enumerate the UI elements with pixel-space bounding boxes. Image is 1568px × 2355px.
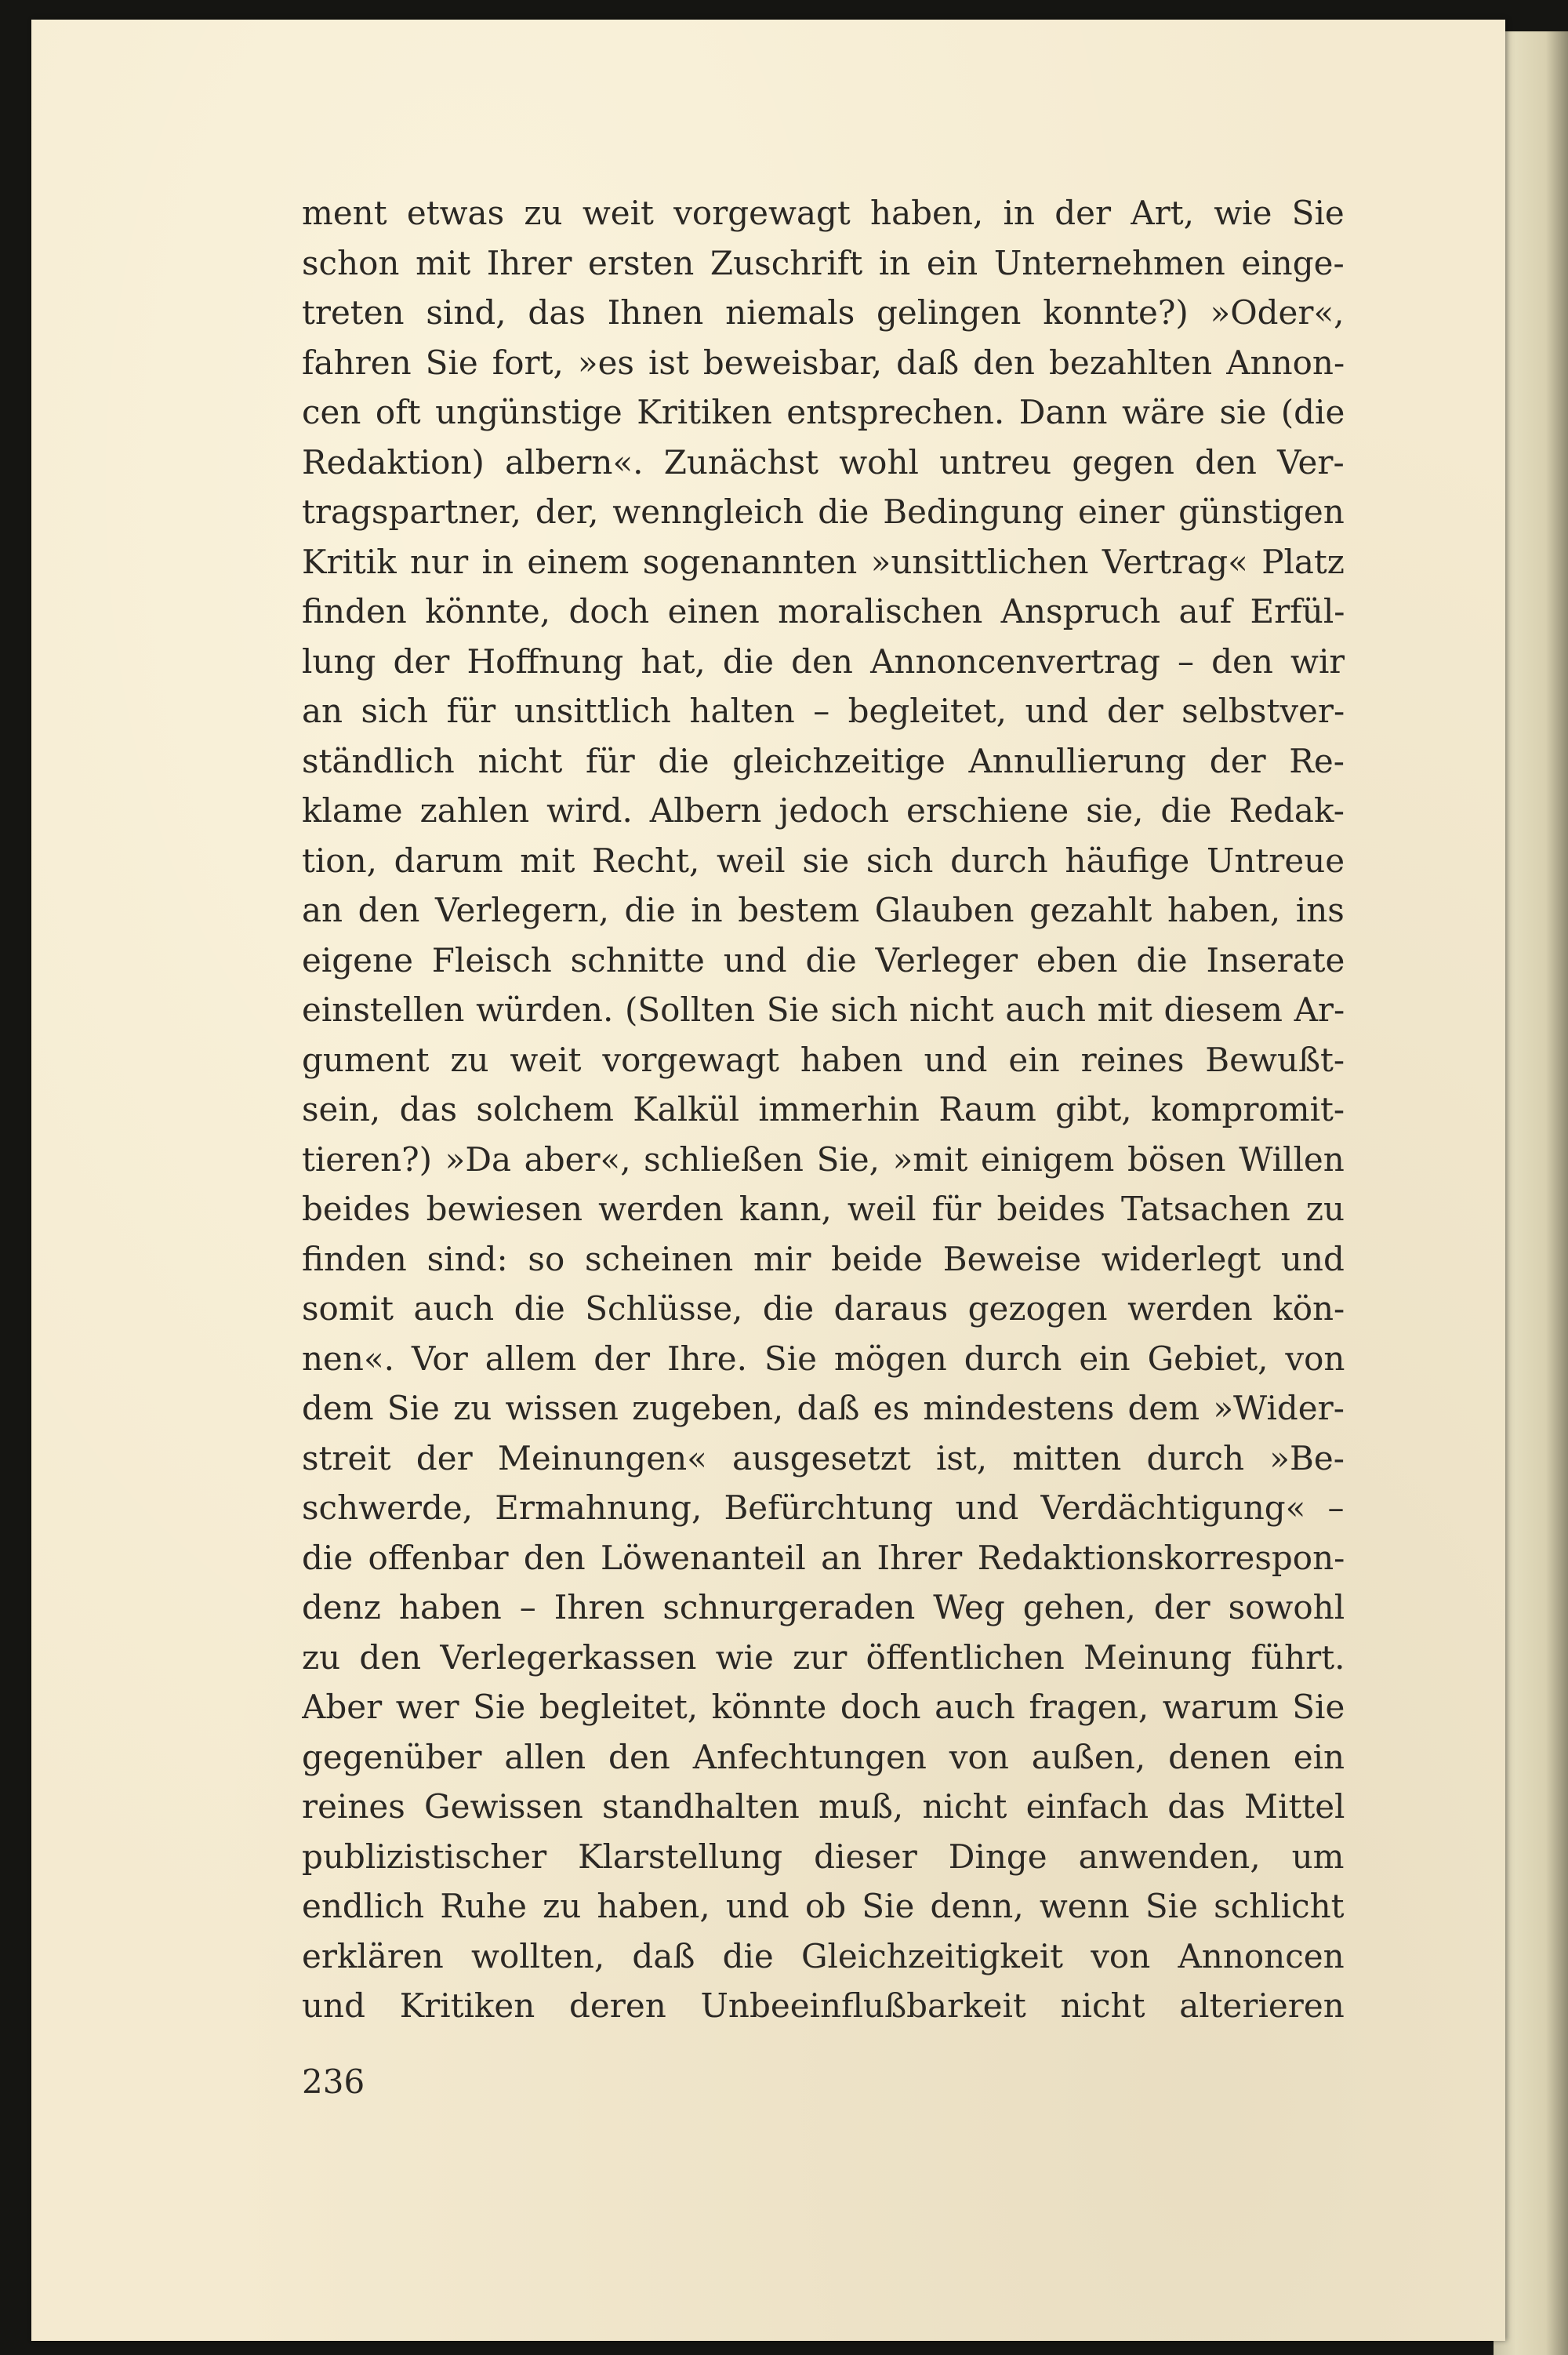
body-text xyxy=(302,188,1345,2031)
text-line: streit der Meinungen« ausgesetzt ist, mitten durch »Be- xyxy=(302,1438,1345,1477)
text-line: eigene Fleisch schnitte und die Verleger eben die Inserate xyxy=(302,940,1345,979)
text-line: erklären wollten, daß die Gleichzeitigkeit von Annoncen xyxy=(302,1936,1345,1975)
text-line: gument zu weit vorgewagt haben und ein reines Bewußt- xyxy=(302,1040,1345,1079)
text-line: Kritik nur in einem sogenannten »unsittlichen Vertrag« Platz xyxy=(302,542,1345,581)
text-line: denz haben – Ihren schnurgeraden Weg gehen, der sowohl xyxy=(302,1588,1345,1626)
text-line: publizistischer Klarstellung dieser Dinge anwenden, um xyxy=(302,1837,1345,1876)
text-line: an den Verlegern, die in bestem Glauben gezahlt haben, ins xyxy=(302,891,1345,929)
text-line: reines Gewissen standhalten muß, nicht einfach das Mittel xyxy=(302,1787,1345,1826)
text-line: schwerde, Ermahnung, Befürchtung und Verdächtigung« – xyxy=(302,1488,1345,1527)
text-line: nen«. Vor allem der Ihre. Sie mögen durch ein Gebiet, von xyxy=(302,1339,1345,1378)
text-line: einstellen würden. (Sollten Sie sich nicht auch mit diesem Ar- xyxy=(302,990,1345,1029)
text-line: Aber wer Sie begleitet, könnte doch auch fragen, warum Sie xyxy=(302,1688,1345,1726)
text-line: finden könnte, doch einen moralischen Anspruch auf Erfül- xyxy=(302,592,1345,631)
text-line: finden sind: so scheinen mir beide Beweise widerlegt und xyxy=(302,1239,1345,1278)
page-number: 236 xyxy=(302,2062,365,2101)
text-line: dem Sie zu wissen zugeben, daß es mindestens dem »Wider- xyxy=(302,1389,1345,1427)
text-line: Redaktion) albern«. Zunächst wohl untreu gegen den Ver- xyxy=(302,442,1345,482)
text-line: fahren Sie fort, »es ist beweisbar, daß den bezahlten Annon- xyxy=(302,343,1345,382)
text-line: zu den Verlegerkassen wie zur öffentlichen Meinung führt. xyxy=(302,1637,1345,1677)
text-line: gegenüber allen den Anfechtungen von außen, denen ein xyxy=(302,1737,1345,1776)
text-line: und Kritiken deren Unbeeinflußbarkeit nicht alterieren xyxy=(302,1986,1345,2025)
text-line: klame zahlen wird. Albern jedoch erschiene sie, die Redak- xyxy=(302,791,1345,830)
text-line: lung der Hoffnung hat, die den Annoncenvertrag – den wir xyxy=(302,641,1345,681)
text-line: beides bewiesen werden kann, weil für beides Tatsachen zu xyxy=(302,1190,1345,1228)
text-line: an sich für unsittlich halten – begleitet, und der selbstver- xyxy=(302,692,1345,730)
text-line: tragspartner, der, wenngleich die Bedingung einer günstigen xyxy=(302,492,1345,531)
text-line: ment etwas zu weit vorgewagt haben, in der Art, wie Sie xyxy=(302,194,1345,232)
text-line: endlich Ruhe zu haben, und ob Sie denn, wenn Sie schlicht xyxy=(302,1887,1345,1925)
text-line: ständlich nicht für die gleichzeitige Annullierung der Re- xyxy=(302,741,1345,780)
text-line: tieren?) »Da aber«, schließen Sie, »mit einigem bösen Willen xyxy=(302,1139,1345,1179)
text-line: die offenbar den Löwenanteil an Ihrer Redaktionskorrespon- xyxy=(302,1538,1345,1577)
text-line: tion, darum mit Recht, weil sie sich durch häufige Untreue xyxy=(302,841,1345,880)
text-line: sein, das solchem Kalkül immerhin Raum gibt, kompromit- xyxy=(302,1090,1345,1128)
text-line: treten sind, das Ihnen niemals gelingen konnte?) »Oder«, xyxy=(302,293,1345,332)
text-line: cen oft ungünstige Kritiken entsprechen. Dann wäre sie (die xyxy=(302,393,1345,431)
text-line: schon mit Ihrer ersten Zuschrift in ein Unternehmen einge- xyxy=(302,243,1345,282)
text-line: somit auch die Schlüsse, die daraus gezogen werden kön- xyxy=(302,1289,1345,1328)
